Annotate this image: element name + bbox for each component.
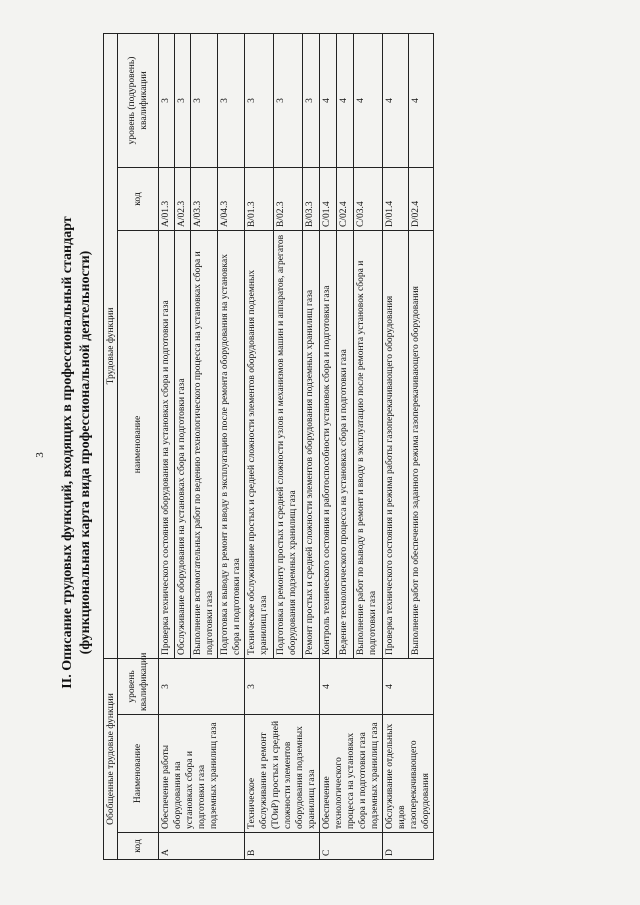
rotated-page-content	[0, 25, 640, 880]
gen-code-cell: D	[383, 833, 434, 860]
func-name-cell: Выполнение работ по обеспечению заданного режима газоперекачивающего оборудования	[408, 230, 434, 658]
gen-name-cell: Техническое обслуживание и ремонт (ТОиР) простых и средней сложности элементов оборудования подземных хранилищ газа	[245, 715, 320, 833]
table-row	[245, 33, 274, 859]
func-code-cell: B/01.3	[245, 167, 274, 230]
func-level-cell: 3	[175, 33, 191, 167]
func-level-cell: 4	[320, 33, 337, 167]
gen-level-cell: 4	[383, 658, 434, 714]
gen-name-cell: Обеспечение технологического процесса на установках сбора и подготовки газа подземных хранилищ газа	[320, 715, 383, 833]
func-name-cell: Подготовка к выводу в ремонт и вводу в эксплуатацию после ремонта оборудования на установках сбора и подготовки газа	[218, 230, 245, 658]
gen-level-cell: 3	[159, 658, 245, 714]
func-name-cell: Проверка технического состояния и режима работы газоперекачивающего оборудования	[383, 230, 409, 658]
table-row	[320, 33, 337, 859]
func-code-cell: A/03.3	[191, 167, 218, 230]
gen-code-cell: C	[320, 833, 383, 860]
gen-level-cell: 3	[245, 658, 320, 714]
gen-name-cell: Обслуживание отдельных видов газоперекачивающего оборудования	[383, 715, 434, 833]
func-level-cell: 3	[159, 33, 175, 167]
func-name-cell: Подготовка к ремонту простых и средней сложности узлов и механизмов машин и аппаратов, агрегатов оборудования подземных хранилищ газа	[273, 230, 302, 658]
func-name-cell: Выполнение работ по выводу в ремонт и вводу в эксплуатацию после ремонта установок сбора и подготовки газа	[354, 230, 383, 658]
func-level-cell: 3	[273, 33, 302, 167]
func-code-cell: D/02.4	[408, 167, 434, 230]
gen-level-cell: 4	[320, 658, 383, 714]
func-level-cell: 4	[383, 33, 409, 167]
table-row	[383, 33, 409, 859]
col-header-gen-name: Наименование	[118, 715, 159, 833]
gen-code-cell: B	[245, 833, 320, 860]
func-name-cell: Проверка технического состояния оборудования на установках сбора и подготовки газа	[159, 230, 175, 658]
func-code-cell: B/03.3	[302, 167, 319, 230]
section-subtitle: (функциональная карта вида профессиональной деятельности)	[78, 250, 93, 655]
func-code-cell: A/04.3	[218, 167, 245, 230]
func-name-cell: Ведение технологического процесса на установках сбора и подготовки газа	[337, 230, 354, 658]
group-header-generalized: Обобщенные трудовые функции	[104, 658, 118, 859]
func-code-cell: C/01.4	[320, 167, 337, 230]
col-header-func-level: уровень (подуровень) квалификации	[118, 33, 159, 167]
gen-code-cell: A	[159, 833, 245, 860]
func-level-cell: 3	[302, 33, 319, 167]
func-name-cell: Контроль технического состояния и работоспособности установок сбора и подготовки газа	[320, 230, 337, 658]
func-code-cell: A/01.3	[159, 167, 175, 230]
page-number: 3	[33, 452, 46, 458]
func-level-cell: 4	[408, 33, 434, 167]
func-name-cell: Обслуживание оборудования на установках сбора и подготовки газа	[175, 230, 191, 658]
func-code-cell: C/02.4	[337, 167, 354, 230]
func-level-cell: 4	[337, 33, 354, 167]
func-code-cell: B/02.3	[273, 167, 302, 230]
group-header-labor: Трудовые функции	[104, 33, 118, 658]
col-header-func-code: код	[118, 167, 159, 230]
func-code-cell: C/03.4	[354, 167, 383, 230]
func-level-cell: 3	[191, 33, 218, 167]
functional-map-table	[103, 33, 434, 860]
col-header-gen-level: уровень квалификации	[118, 658, 159, 714]
func-name-cell: Ремонт простых и средней сложности элементов оборудования подземных хранилищ газа	[302, 230, 319, 658]
table-row	[159, 33, 175, 859]
func-name-cell: Выполнение вспомогательных работ по ведению технологического процесса на установках сбора и подготовки газа	[191, 230, 218, 658]
func-name-cell: Техническое обслуживание простых и средней сложности элементов оборудования подземных хранилищ газа	[245, 230, 274, 658]
col-header-func-name: наименование	[118, 230, 159, 658]
func-level-cell: 3	[245, 33, 274, 167]
col-header-gen-code: код	[118, 833, 159, 860]
func-level-cell: 3	[218, 33, 245, 167]
func-code-cell: D/01.4	[383, 167, 409, 230]
section-title: II. Описание трудовых функций, входящих в профессиональный стандарт	[60, 216, 75, 689]
func-code-cell: A/02.3	[175, 167, 191, 230]
func-level-cell: 4	[354, 33, 383, 167]
gen-name-cell: Обеспечение работы оборудования на установках сбора и подготовки газа подземных хранилищ газа	[159, 715, 245, 833]
